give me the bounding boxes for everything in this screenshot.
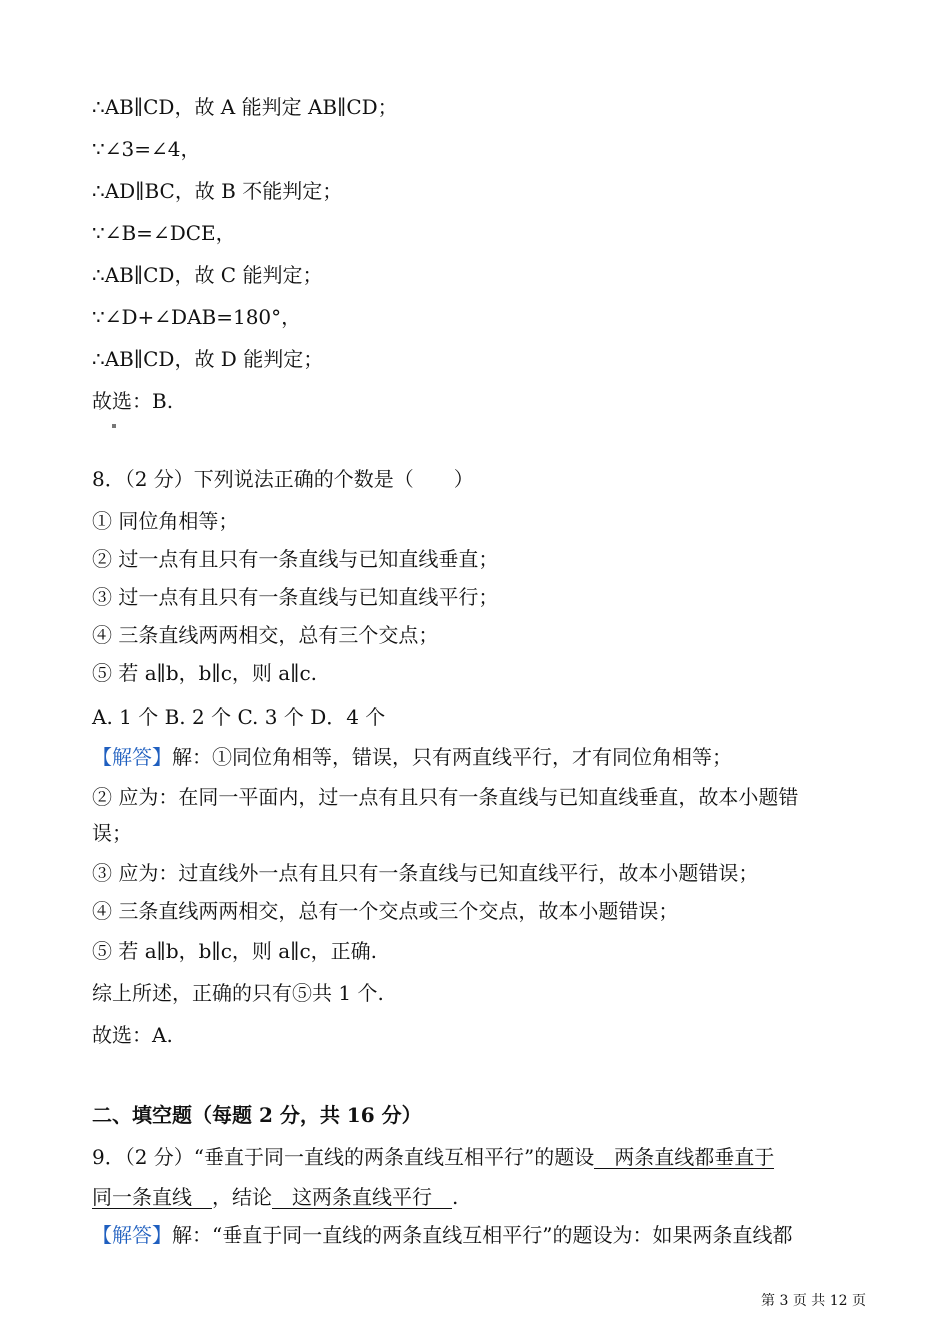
answer-line: ⑤ 若 a∥b，b∥c，则 a∥c，正确.	[92, 939, 377, 963]
answer-conclusion: 故选：A.	[92, 1023, 173, 1047]
question-9-middle: ，结论	[212, 1185, 272, 1209]
statement-4: ④ 三条直线两两相交，总有三个交点；	[92, 623, 439, 647]
answer-tag: 【解答】	[92, 745, 172, 769]
answer-options: A. 1 个 B. 2 个 C. 3 个 D．4 个	[92, 705, 386, 729]
solution-conclusion: 故选：B.	[92, 389, 174, 413]
question-9-end: .	[452, 1185, 459, 1209]
page-footer: 第 3 页 共 12 页	[761, 1293, 866, 1309]
solution-line: ∴AB∥CD，故 A 能判定 AB∥CD；	[92, 95, 398, 119]
statement-1: ① 同位角相等；	[92, 509, 239, 533]
question-9-line-2	[92, 1184, 458, 1210]
statement-5: ⑤ 若 a∥b，b∥c，则 a∥c.	[92, 661, 317, 685]
blank-premise-continued: 同一条直线	[92, 1185, 212, 1209]
answer-text: 解：①同位角相等，错误，只有两直线平行，才有同位角相等；	[172, 745, 732, 769]
answer-line: 误；	[92, 821, 132, 845]
answer-line: ② 应为：在同一平面内，过一点有且只有一条直线与已知直线垂直，故本小题错	[92, 785, 799, 809]
answer-line-1	[92, 744, 732, 770]
blank-conclusion: 这两条直线平行	[272, 1185, 452, 1209]
blank-premise: 两条直线都垂直于	[594, 1145, 775, 1169]
answer-summary: 综上所述，正确的只有⑤共 1 个.	[92, 981, 384, 1005]
solution-line: ∴AB∥CD，故 C 能判定；	[92, 263, 323, 287]
answer-line: ③ 应为：过直线外一点有且只有一条直线与已知直线平行，故本小题错误；	[92, 861, 759, 885]
section-heading: 二、填空题（每题 2 分，共 16 分）	[92, 1103, 422, 1127]
statement-2: ② 过一点有且只有一条直线与已知直线垂直；	[92, 547, 499, 571]
question-9-answer	[92, 1222, 792, 1248]
question-8-stem: 8．（2 分）下列说法正确的个数是（ ）	[92, 467, 474, 491]
marker-dot	[112, 424, 116, 428]
solution-line: ∴AB∥CD，故 D 能判定；	[92, 347, 324, 371]
question-9-prefix: 9．（2 分）“垂直于同一直线的两条直线互相平行”的题设	[92, 1145, 595, 1169]
statement-3: ③ 过一点有且只有一条直线与已知直线平行；	[92, 585, 499, 609]
solution-line: ∵∠3=∠4，	[92, 137, 201, 161]
question-9-line-1	[92, 1144, 774, 1170]
answer-tag: 【解答】	[92, 1223, 172, 1247]
solution-line: ∵∠D+∠DAB=180°，	[92, 305, 302, 329]
answer-line: ④ 三条直线两两相交，总有一个交点或三个交点，故本小题错误；	[92, 899, 679, 923]
solution-line: ∵∠B=∠DCE，	[92, 221, 236, 245]
solution-line: ∴AD∥BC，故 B 不能判定；	[92, 179, 343, 203]
answer-text: 解：“垂直于同一直线的两条直线互相平行”的题设为：如果两条直线都	[172, 1223, 793, 1247]
